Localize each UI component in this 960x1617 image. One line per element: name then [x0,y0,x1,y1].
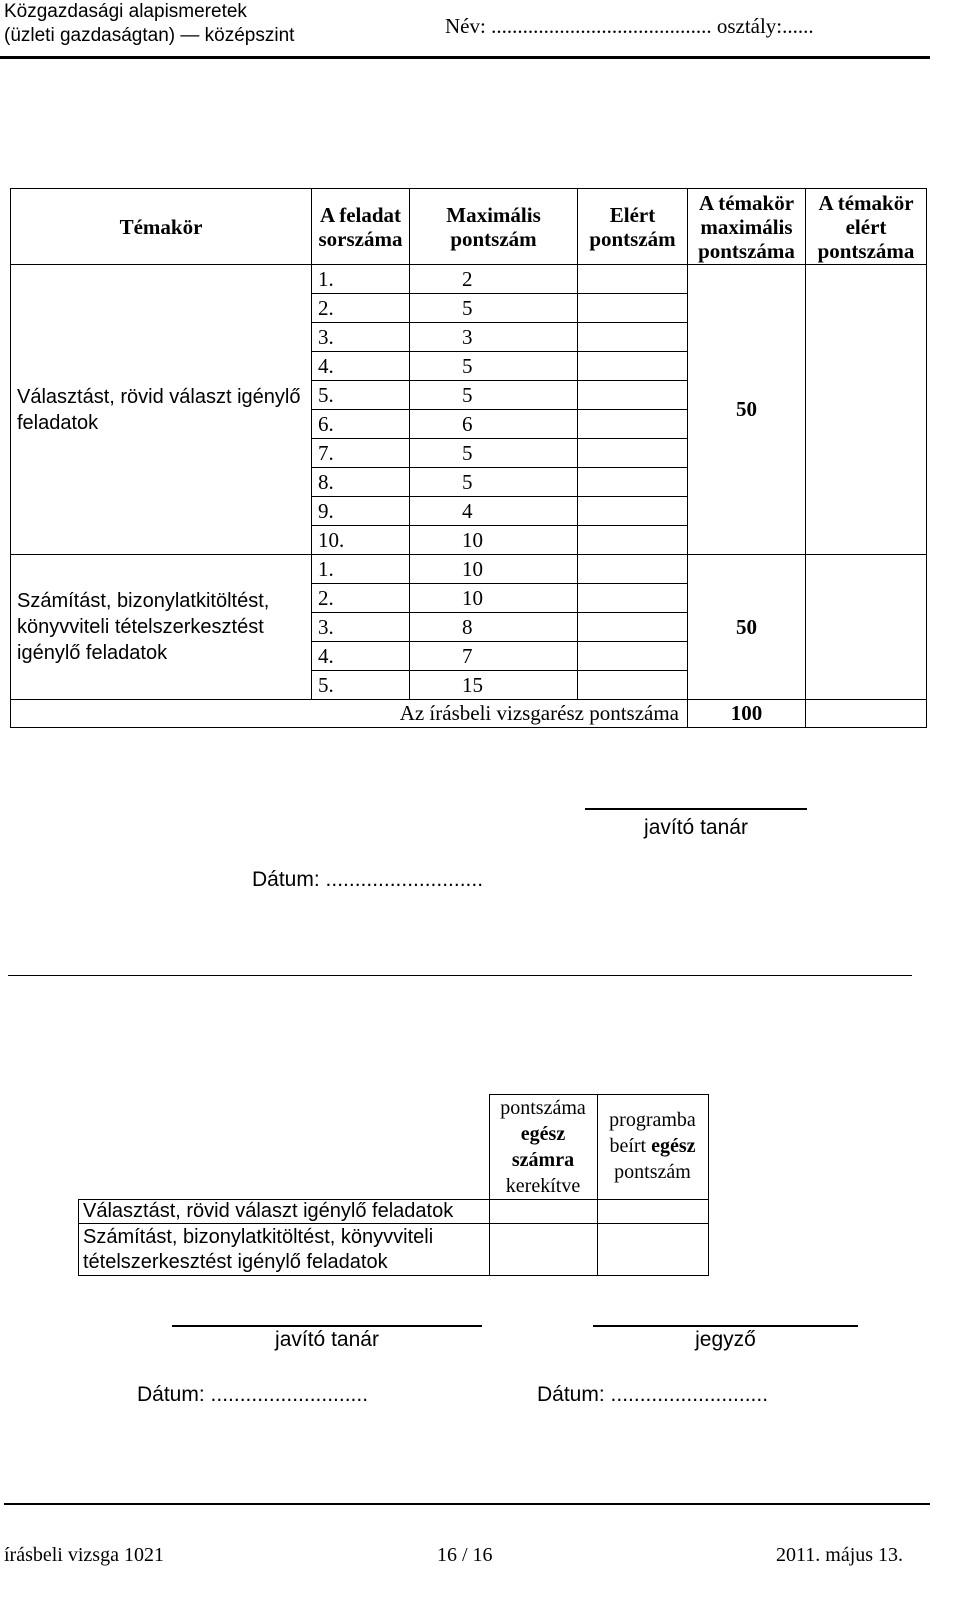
table-header-row [11,189,927,265]
col-program-part-1: programba [609,1109,696,1131]
task-achieved-points[interactable] [578,381,688,410]
col-rounded-part-4: kerekítve [505,1175,581,1197]
task-max-points: 10 [410,526,578,555]
task-max-points: 15 [410,671,578,700]
task-number: 8. [312,468,410,497]
header-subject [4,0,294,48]
task-achieved-points[interactable] [578,613,688,642]
task-achieved-points[interactable] [578,323,688,352]
col-rounded-part-3: számra [511,1149,575,1171]
left-signature-line [172,1325,482,1327]
topic1-rows [11,265,927,555]
task-achieved-points[interactable] [578,265,688,294]
col-program-part-3: egész [651,1135,696,1157]
task-number: 1. [312,555,410,584]
task-max-points: 5 [410,352,578,381]
task-number: 3. [312,613,410,642]
task-number: 3. [312,323,410,352]
task-max-points: 3 [410,323,578,352]
task-number: 1. [312,265,410,294]
col-rounded-header [489,1095,597,1200]
task-max-points: 5 [410,468,578,497]
topic1-name: Választást, rövid választ igénylő feladatok [11,265,312,555]
col-header-max: Maximális pontszám [410,189,578,265]
summary-row1-program[interactable] [597,1200,708,1224]
total-label: Az írásbeli vizsgarész pontszáma [11,700,688,728]
name-class-field: Név: .......................................... osztály:...... [445,14,814,38]
col-header-task-no: A feladat sorszáma [312,189,410,265]
task-max-points: 6 [410,410,578,439]
footer-left: írásbeli vizsga 1021 [4,1544,164,1566]
header-rule [0,56,930,59]
topic2-achieved-total[interactable] [806,555,927,700]
task-achieved-points[interactable] [578,410,688,439]
corrector-label: javító tanár [644,816,748,839]
task-number: 4. [312,352,410,381]
total-value: 100 [688,700,806,728]
footer-rule [4,1503,930,1505]
task-number: 5. [312,671,410,700]
summary-row2-label: Számítást, bizonylatkitöltést, könyvviteli tételszerkesztést igénylő feladatok [79,1224,490,1276]
left-signature-label: javító tanár [275,1328,379,1351]
task-max-points: 2 [410,265,578,294]
task-max-points: 5 [410,439,578,468]
task-max-points: 10 [410,584,578,613]
summary-row2-program[interactable] [597,1224,708,1276]
table-row [11,265,927,294]
task-achieved-points[interactable] [578,294,688,323]
task-number: 2. [312,584,410,613]
section-divider [8,975,912,976]
task-achieved-points[interactable] [578,555,688,584]
col-header-topic-max: A témakör maximális pontszáma [688,189,806,265]
col-program-part-2: beírt [609,1135,647,1157]
task-achieved-points[interactable] [578,584,688,613]
col-rounded-part-2: egész [520,1123,566,1145]
task-max-points: 5 [410,381,578,410]
task-achieved-points[interactable] [578,671,688,700]
total-row [11,700,927,728]
score-table [10,188,927,728]
col-program-part-4: pontszám [614,1161,691,1183]
summary-row1-label: Választást, rövid választ igénylő feladatok [79,1200,490,1224]
task-achieved-points[interactable] [578,497,688,526]
task-achieved-points[interactable] [578,642,688,671]
col-header-topic-achieved: A témakör elért pontszáma [806,189,927,265]
task-achieved-points[interactable] [578,468,688,497]
right-signature-label: jegyző [695,1328,756,1351]
topic2-rows [11,555,927,700]
subject-line-2: (üzleti gazdaságtan) — középszint [4,25,295,46]
task-number: 2. [312,294,410,323]
summary-empty-corner [79,1095,490,1200]
col-program-header [597,1095,708,1200]
left-date: Dátum: ........................... [137,1383,369,1406]
task-number: 9. [312,497,410,526]
right-signature-line [593,1325,858,1327]
summary-row2-rounded[interactable] [489,1224,597,1276]
task-achieved-points[interactable] [578,352,688,381]
topic1-achieved-total[interactable] [806,265,927,555]
task-achieved-points[interactable] [578,439,688,468]
footer-page: 16 / 16 [437,1544,493,1566]
col-rounded-part-1: pontszáma [500,1097,586,1119]
subject-line-1: Közgazdasági alapismeretek [4,1,247,22]
total-achieved-cell[interactable] [806,700,927,728]
task-number: 5. [312,381,410,410]
corrector-signature-line [585,808,807,810]
col-header-topic: Témakör [11,189,312,265]
task-max-points: 5 [410,294,578,323]
topic1-max-total: 50 [688,265,806,555]
task-number: 6. [312,410,410,439]
task-number: 7. [312,439,410,468]
topic2-name: Számítást, bizonylatkitöltést, könyvviteli tételszerkesztést igénylő feladatok [11,555,312,700]
task-achieved-points[interactable] [578,526,688,555]
col-header-achieved: Elért pontszám [578,189,688,265]
task-max-points: 4 [410,497,578,526]
task-max-points: 8 [410,613,578,642]
summary-table [78,1094,709,1276]
task-max-points: 7 [410,642,578,671]
corrector-date: Dátum: ........................... [252,868,484,891]
table-row [11,555,927,584]
footer-date: 2011. május 13. [776,1544,904,1566]
right-date: Dátum: ........................... [537,1383,769,1406]
summary-row1-rounded[interactable] [489,1200,597,1224]
task-number: 10. [312,526,410,555]
task-number: 4. [312,642,410,671]
task-max-points: 10 [410,555,578,584]
topic2-max-total: 50 [688,555,806,700]
